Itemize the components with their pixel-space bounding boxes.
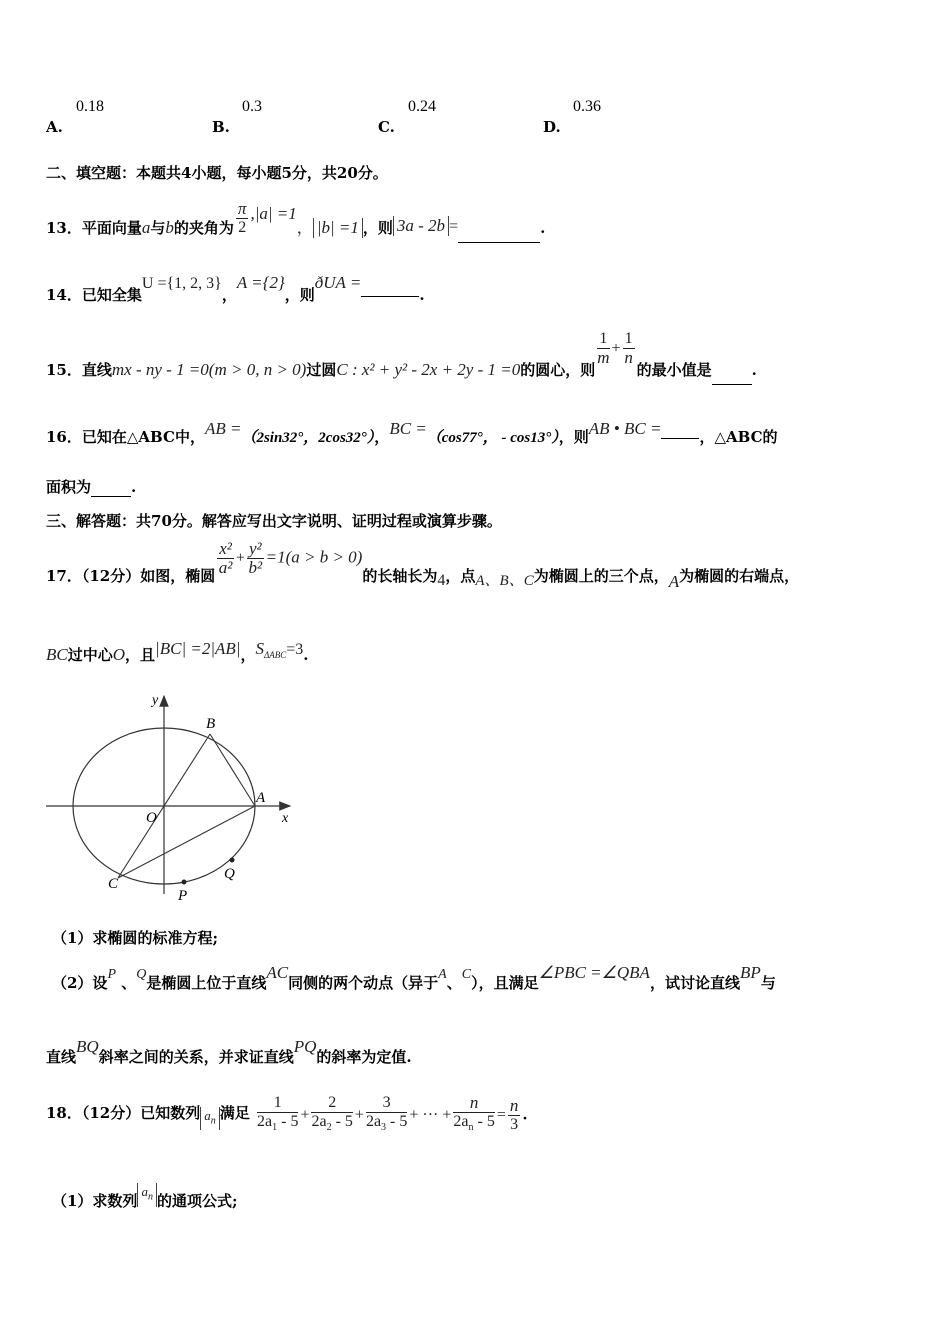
choice-letter: B.: [212, 118, 230, 136]
choice-letter: A.: [46, 118, 63, 136]
label-c: C: [108, 876, 119, 892]
label-y: y: [152, 693, 159, 708]
term-2: $\frac{2}{2a_2 - 5}$: [311, 1094, 353, 1134]
question-18-part1: （1）求数列$a_n$ 的通项公式;: [52, 1184, 238, 1210]
label-p: P: [178, 888, 188, 904]
question-17-part1: （1）求椭圆的标准方程;: [52, 929, 218, 947]
label-o: O: [146, 810, 157, 826]
section3-header: 三、解答题：共70分。解答应写出文字说明、证明过程或演算步骤。: [46, 512, 502, 530]
choice-value: 0.18: [76, 98, 104, 115]
section2-header: 二、填空题：本题共4小题，每小题5分，共20分。: [46, 164, 388, 182]
question-17-part2-cont: 直线BQ斜率之间的关系，并求证直线PQ的斜率为定值.: [46, 1037, 412, 1066]
label-x: x: [282, 811, 289, 826]
label-b: B: [206, 716, 216, 732]
rhs: $\frac{n}{3}$: [509, 1096, 519, 1134]
term-1: $\frac{1}{2a_1 - 5}$: [257, 1094, 299, 1134]
choice-value: 0.36: [573, 98, 601, 115]
choice-letter: D.: [543, 118, 561, 136]
question-16-cont: 面积为 .: [46, 478, 137, 496]
question-13: 13．平面向量a与b的夹角为 $\frac{\pi}{2}$ ,|a| =1， |b| =1 ，则 3a - 2b = .: [46, 190, 545, 227]
point-q: [230, 858, 235, 863]
term-3: $\frac{3}{2a_3 - 5}$: [365, 1094, 408, 1134]
term-n: $\frac{n}{2a_n - 5}$: [453, 1093, 495, 1134]
question-15: 15．直线mx - ny - 1 =0(m > 0, n > 0)过圆C : x² + y² - 2x + 2y - 1 =0的圆心，则 $\frac{1}{m}$ + $\frac{1}{n}$ 的最小值是 .: [46, 330, 757, 367]
choice-value: 0.24: [408, 98, 436, 115]
segment-ba: [210, 734, 255, 806]
choice-value: 0.3: [242, 98, 262, 115]
label-a: A: [256, 790, 266, 806]
question-17: 17．（12分）如图，椭圆 $\frac{\text{x²}}{\text{a²}}$ + $\frac{\text{y²}}{\text{b²}}$ =1(a > b > 0)的长轴长为4，点A、B、C为椭圆上的三个点，A为椭圆的右端点，: [46, 539, 800, 591]
label-q: Q: [224, 866, 235, 882]
choice-letter: C.: [378, 118, 395, 136]
question-18: 18．（12分）已知数列 $a_n$ 满足 $\frac{1}{2a_1 - 5}$ + $\frac{2}{2a_2 - 5}$ + $\frac{3}{2a_3 - 5}$ + ··· + $\frac{n}{2a_n - 5}$ = $\frac{n}{3}$ .: [46, 1094, 528, 1137]
question-16: 16．已知在△ABC中，AB =（2sin32°，2cos32°），BC =（cos77°， - cos13°），则AB • BC = ，△ABC的: [46, 419, 778, 446]
question-17-part2: （2）设P 、Q是椭圆上位于直线AC同侧的两个动点（异于A、C），且满足∠PBC =∠QBA，试讨论直线BP与: [52, 963, 776, 992]
ellipse-figure: [40, 688, 300, 908]
point-p: [182, 880, 187, 885]
question-17-line2: BC过中心O，且|BC| =2|AB|，$S_{\Delta ABC}=3$.: [46, 639, 309, 664]
question-14: 14．已知全集U ={1, 2, 3}，A ={2}，则ðUA =.: [46, 273, 425, 304]
